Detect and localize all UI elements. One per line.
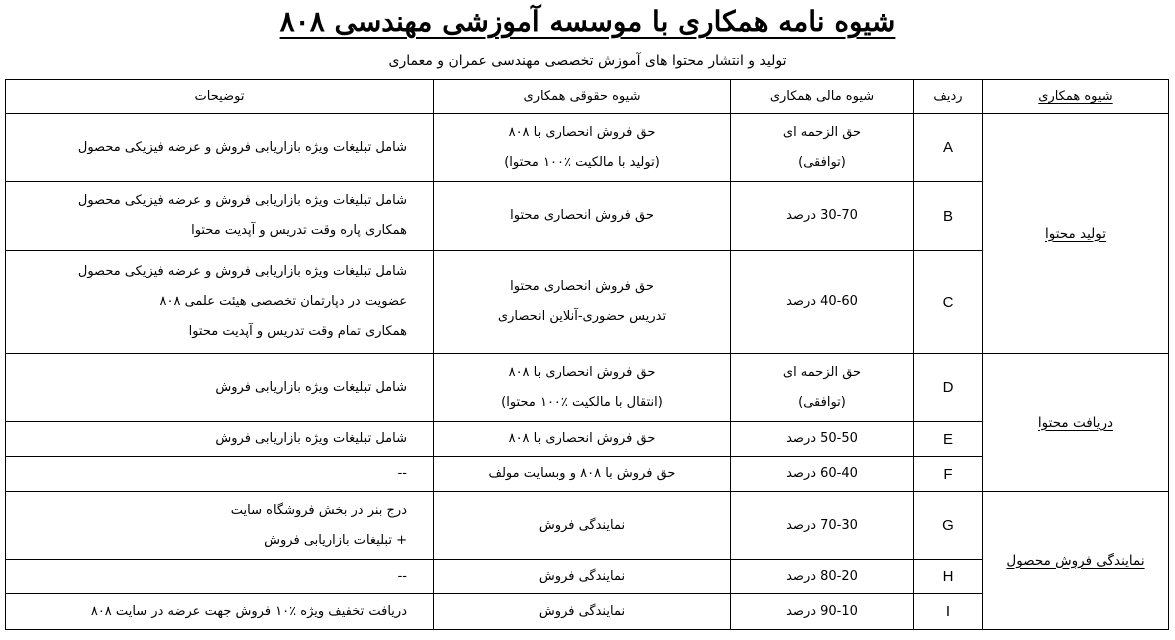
header-notes: توضیحات xyxy=(6,80,434,114)
category-cell: دریافت محتوا xyxy=(983,354,1169,492)
row-id: E xyxy=(914,422,983,457)
notes-cell: شامل تبلیغات ویژه بازاریابی فروش xyxy=(6,354,434,422)
notes-cell: شامل تبلیغات ویژه بازاریابی فروش و عرضه فیزیکی محصول همکاری پاره وقت تدریس و آپدیت محتوا xyxy=(6,182,434,251)
table-row xyxy=(6,354,1169,422)
row-id: F xyxy=(914,457,983,492)
notes-cell: -- xyxy=(6,560,434,594)
rights-cell: نمایندگی فروش xyxy=(434,492,731,560)
category-cell: تولید محتوا xyxy=(983,114,1169,354)
row-id: C xyxy=(914,251,983,354)
rights-cell: حق فروش انحصاری با ۸۰۸ (تولید با مالکیت ٪۱۰۰ محتوا) xyxy=(434,114,731,182)
financial-cell: 80-20 درصد xyxy=(731,560,914,594)
table-header-row xyxy=(6,80,1169,114)
rights-cell: نمایندگی فروش xyxy=(434,594,731,630)
row-id: D xyxy=(914,354,983,422)
financial-cell: 90-10 درصد xyxy=(731,594,914,630)
table-row xyxy=(6,492,1169,560)
rights-cell: حق فروش انحصاری محتوا xyxy=(434,182,731,251)
page-title: شیوه نامه همکاری با موسسه آموزشی مهندسی ۸۰۸ xyxy=(279,5,896,38)
rights-cell: حق فروش انحصاری محتوا تدریس حضوری-آنلاین انحصاری xyxy=(434,251,731,354)
rights-cell: حق فروش انحصاری با ۸۰۸ xyxy=(434,422,731,457)
page-subtitle: تولید و انتشار محتوا های آموزش تخصصی مهندسی عمران و معماری xyxy=(388,53,787,69)
financial-cell: حق الزحمه ای (توافقی) xyxy=(731,114,914,182)
cooperation-table xyxy=(5,79,1169,630)
financial-cell: 50-50 درصد xyxy=(731,422,914,457)
row-id: A xyxy=(914,114,983,182)
rights-cell: حق فروش با ۸۰۸ و وبسایت مولف xyxy=(434,457,731,492)
notes-cell: شامل تبلیغات ویژه بازاریابی فروش و عرضه فیزیکی محصول xyxy=(6,114,434,182)
notes-cell: درج بنر در بخش فروشگاه سایت + تبلیغات بازاریابی فروش xyxy=(6,492,434,560)
header-financial: شیوه مالی همکاری xyxy=(731,80,914,114)
financial-cell: 70-30 درصد xyxy=(731,492,914,560)
table-row xyxy=(6,114,1169,182)
row-id: H xyxy=(914,560,983,594)
header-row: ردیف xyxy=(914,80,983,114)
category-cell: نمایندگی فروش محصول xyxy=(983,492,1169,630)
notes-cell: شامل تبلیغات ویژه بازاریابی فروش xyxy=(6,422,434,457)
notes-cell: شامل تبلیغات ویژه بازاریابی فروش و عرضه فیزیکی محصول عضویت در دپارتمان تخصصی هیئت علمی ۸۰۸ همکاری تمام وقت تدریس و آپدیت محتوا xyxy=(6,251,434,354)
header-method: شیوه همکاری xyxy=(983,80,1169,114)
row-id: I xyxy=(914,594,983,630)
financial-cell: حق الزحمه ای (توافقی) xyxy=(731,354,914,422)
row-id: B xyxy=(914,182,983,251)
row-id: G xyxy=(914,492,983,560)
financial-cell: 30-70 درصد xyxy=(731,182,914,251)
rights-cell: نمایندگی فروش xyxy=(434,560,731,594)
financial-cell: 40-60 درصد xyxy=(731,251,914,354)
rights-cell: حق فروش انحصاری با ۸۰۸ (انتقال با مالکیت ٪۱۰۰ محتوا) xyxy=(434,354,731,422)
notes-cell: دریافت تخفیف ویژه ٪۱۰ فروش جهت عرضه در سایت ۸۰۸ xyxy=(6,594,434,630)
financial-cell: 60-40 درصد xyxy=(731,457,914,492)
notes-cell: -- xyxy=(6,457,434,492)
header-rights: شیوه حقوقی همکاری xyxy=(434,80,731,114)
